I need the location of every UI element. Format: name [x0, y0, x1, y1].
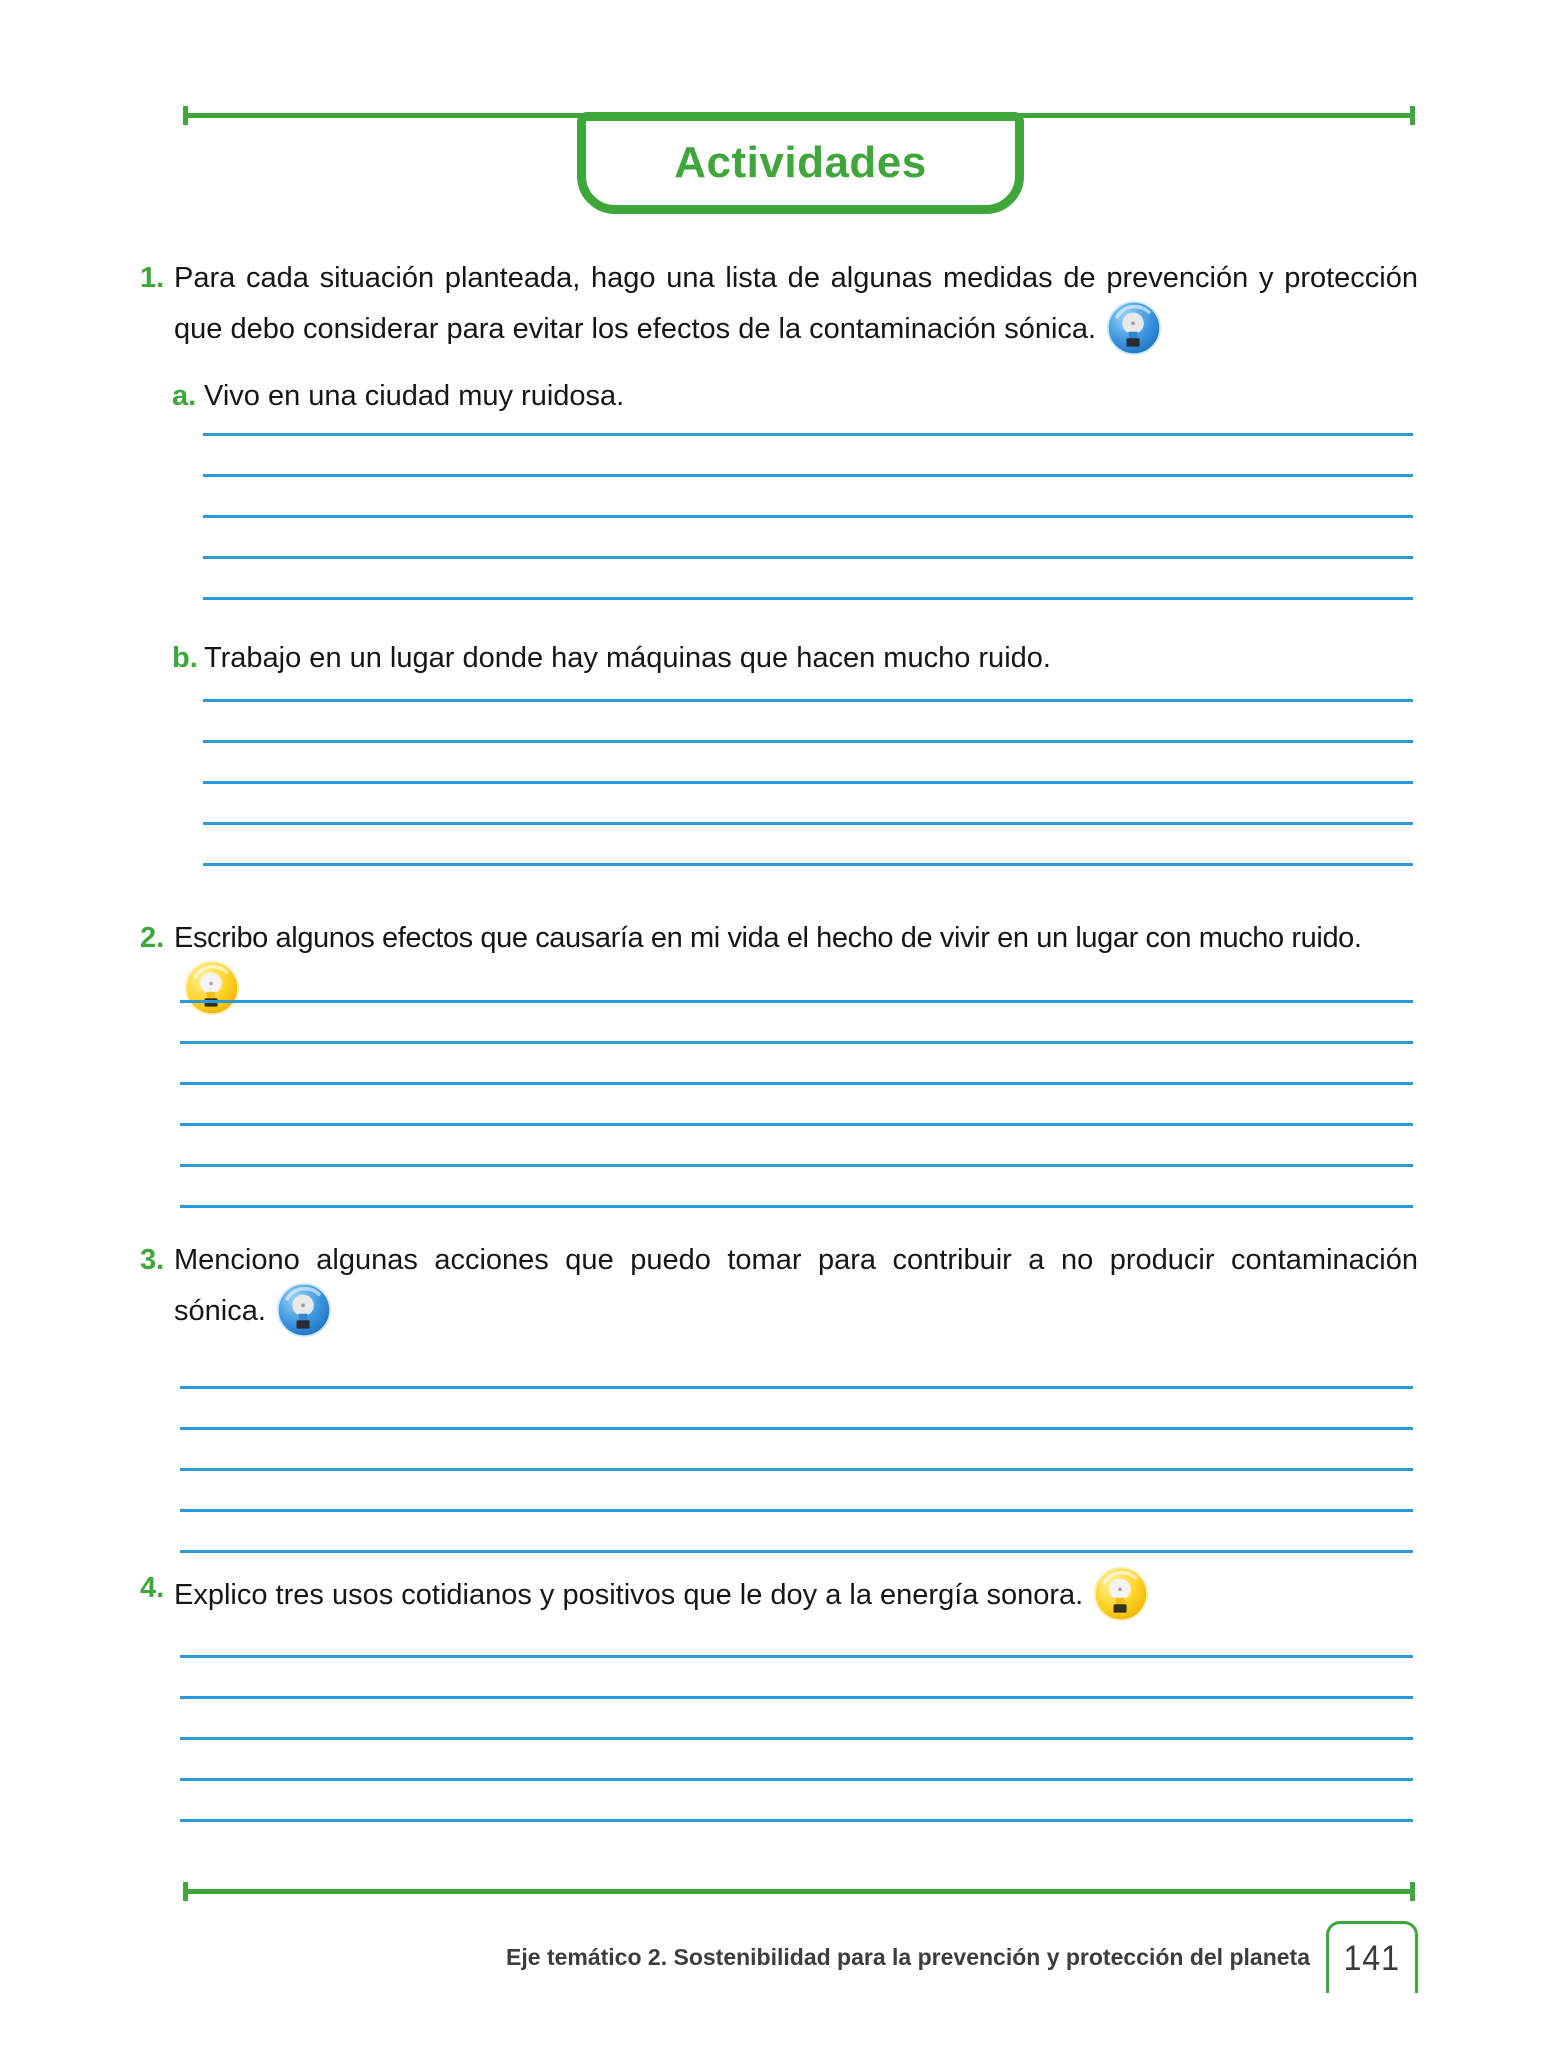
footer-theme-text: Eje temático 2. Sostenibilidad para la prevención y protección del planeta: [506, 1944, 1310, 1970]
question-2-number: 2.: [140, 922, 165, 954]
question-3-text-content: Menciono algunas acciones que puedo tomar para contribuir a no producir contaminación sónica.: [174, 1244, 1418, 1327]
writing-line: [180, 1041, 1413, 1044]
writing-line: [180, 1123, 1413, 1126]
writing-line: [180, 1000, 1413, 1003]
item-b-label: b.: [172, 642, 198, 674]
writing-line: [203, 740, 1413, 743]
question-4: [140, 1566, 1418, 1622]
question-1-text-content: Para cada situación planteada, hago una lista de algunas medidas de prevención y protección que debo considerar para evitar los efectos de la contaminación sónica.: [174, 262, 1418, 345]
question-1-text: [174, 256, 1418, 356]
hint-lightbulb-icon-blue: [276, 1282, 332, 1338]
writing-line: [180, 1082, 1413, 1085]
question-1: [140, 256, 1418, 356]
question-3-text: [174, 1238, 1418, 1338]
question-1-item-a: [172, 374, 1418, 418]
writing-line: [203, 474, 1413, 477]
page-number: 141: [1343, 1938, 1401, 1978]
writing-line: [180, 1778, 1413, 1781]
hint-lightbulb-icon-blue: [1106, 300, 1162, 356]
page-number-box: [1326, 1921, 1418, 1993]
question-4-number: 4.: [140, 1572, 165, 1604]
question-4-text: [174, 1566, 1418, 1622]
writing-line: [180, 1205, 1413, 1208]
answer-lines-question-4: [180, 1655, 1413, 1860]
writing-line: [203, 556, 1413, 559]
item-a-text: Vivo en una ciudad muy ruidosa.: [204, 380, 625, 412]
question-3-number: 3.: [140, 1244, 165, 1276]
question-2-text-content: Escribo algunos efectos que causaría en mi vida el hecho de vivir en un lugar con mucho ruido.: [174, 922, 1362, 954]
writing-line: [180, 1737, 1413, 1740]
hint-lightbulb-icon-yellow: [1093, 1566, 1149, 1622]
question-1-number: 1.: [140, 262, 165, 294]
writing-line: [180, 1427, 1413, 1430]
question-4-text-content: Explico tres usos cotidianos y positivos que le doy a la energía sonora.: [174, 1579, 1084, 1611]
activities-title-box: [577, 112, 1024, 214]
writing-line: [180, 1819, 1413, 1822]
answer-lines-item-b: [203, 699, 1413, 904]
writing-line: [203, 863, 1413, 866]
item-b-text: Trabajo en un lugar donde hay máquinas que hacen mucho ruido.: [204, 642, 1051, 674]
rule-left-cap: [183, 106, 188, 125]
writing-line: [180, 1655, 1413, 1658]
writing-line: [180, 1386, 1413, 1389]
writing-line: [180, 1696, 1413, 1699]
question-1-item-b: [172, 636, 1418, 680]
writing-line: [180, 1550, 1413, 1553]
writing-line: [203, 699, 1413, 702]
question-3: [140, 1238, 1418, 1338]
rule-left-cap: [183, 1882, 188, 1901]
writing-line: [180, 1468, 1413, 1471]
bottom-divider-line: [185, 1889, 1413, 1894]
writing-line: [203, 515, 1413, 518]
answer-lines-question-3: [180, 1386, 1413, 1591]
page-title: Actividades: [674, 138, 927, 187]
writing-line: [180, 1509, 1413, 1512]
answer-lines-item-a: [203, 433, 1413, 638]
rule-right-cap: [1410, 1882, 1415, 1901]
writing-line: [203, 781, 1413, 784]
answer-lines-question-2: [180, 1000, 1413, 1246]
writing-line: [203, 822, 1413, 825]
writing-line: [203, 433, 1413, 436]
item-a-label: a.: [172, 380, 197, 412]
writing-line: [180, 1164, 1413, 1167]
rule-right-cap: [1410, 106, 1415, 125]
writing-line: [203, 597, 1413, 600]
